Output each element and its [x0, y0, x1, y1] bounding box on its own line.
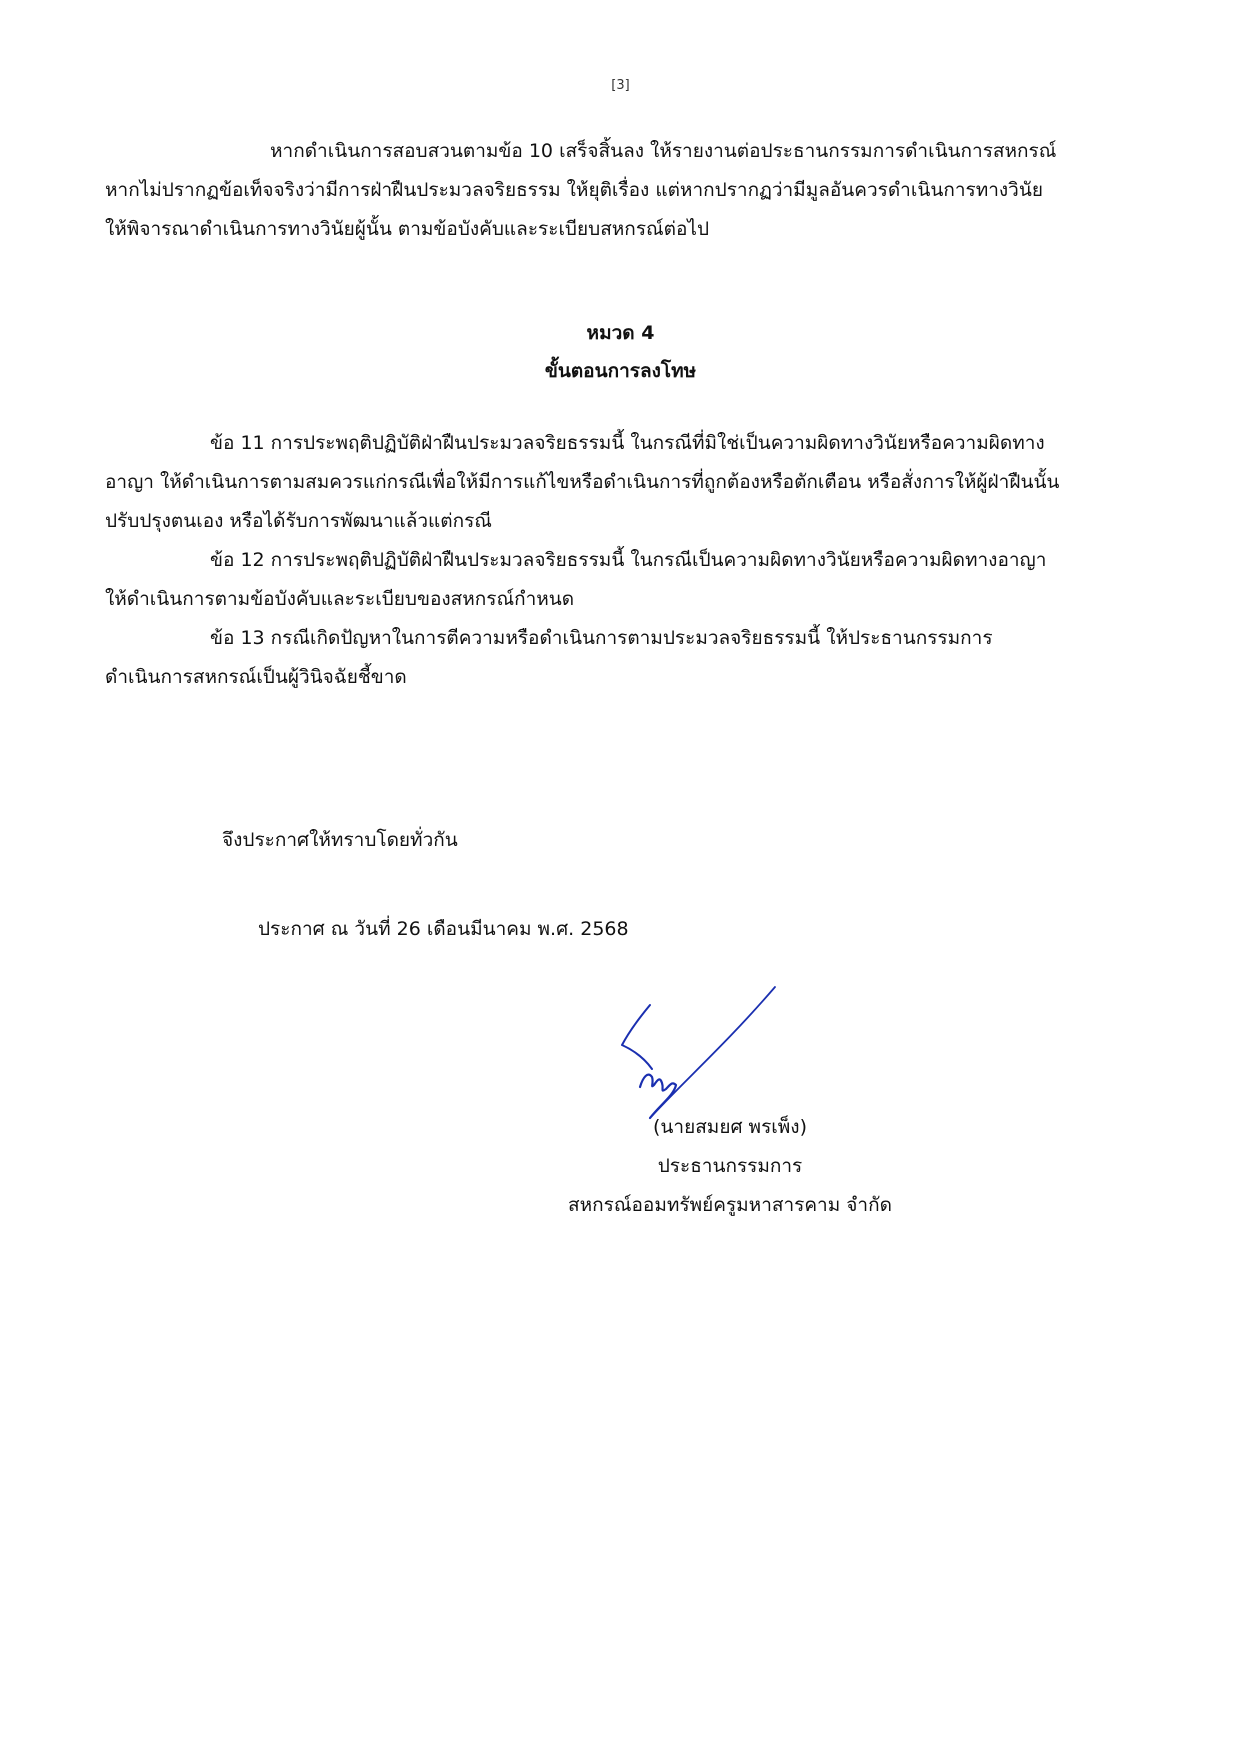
signatory-name: (นายสมยศ พรเพ็ง): [653, 1116, 807, 1138]
signature-stroke: [622, 1005, 652, 1069]
signatory-position: ประธานกรรมการ: [657, 1155, 803, 1177]
clause-12-line: ให้ดำเนินการตามข้อบังคับและระเบียบของสหกรณ์กำหนด: [105, 588, 575, 610]
signatory-organization: สหกรณ์ออมทรัพย์ครูมหาสารคาม จำกัด: [568, 1194, 892, 1216]
clause-11-line: ปรับปรุงตนเอง หรือได้รับการพัฒนาแล้วแต่กรณี: [105, 510, 492, 532]
signature-stroke: [650, 987, 775, 1118]
intro-line: หากดำเนินการสอบสวนตามข้อ 10 เสร็จสิ้นลง ให้รายงานต่อประธานกรรมการดำเนินการสหกรณ์: [270, 140, 1057, 162]
clauses: [105, 424, 1145, 697]
intro-line: หากไม่ปรากฏข้อเท็จจริงว่ามีการฝ่าฝืนประมวลจริยธรรม ให้ยุติเรื่อง แต่หากปรากฏว่ามีมูลอันควรดำเนินการทางวินัย: [105, 179, 1043, 201]
section-subtitle: ขั้นตอนการลงโทษ: [544, 360, 697, 382]
clause-12-line: ข้อ 12 การประพฤติปฏิบัติฝ่าฝืนประมวลจริยธรรมนี้ ในกรณีเป็นความผิดทางวินัยหรือความผิดทางอาญา: [210, 549, 1047, 571]
clause-11-line: ข้อ 11 การประพฤติปฏิบัติฝ่าฝืนประมวลจริยธรรมนี้ ในกรณีที่มิใช่เป็นความผิดทางวินัยหรือความผิดทาง: [210, 432, 1045, 454]
announcement-date: ประกาศ ณ วันที่ 26 เดือนมีนาคม พ.ศ. 2568: [258, 918, 629, 940]
page-number: [3]: [611, 78, 630, 93]
announcement-text: จึงประกาศให้ทราบโดยทั่วกัน: [222, 829, 458, 851]
signatory-block: [540, 1108, 920, 1225]
section-title: หมวด 4: [586, 322, 655, 344]
intro-paragraph: [105, 132, 1145, 249]
intro-line: ให้พิจารณาดำเนินการทางวินัยผู้นั้น ตามข้อบังคับและระเบียบสหกรณ์ต่อไป: [105, 218, 710, 240]
clause-13-line: ดำเนินการสหกรณ์เป็นผู้วินิจฉัยชี้ขาด: [105, 666, 407, 688]
clause-11-line: อาญา ให้ดำเนินการตามสมควรแก่กรณีเพื่อให้มีการแก้ไขหรือดำเนินการที่ถูกต้องหรือตักเตือน หรือสั่งการให้ผู้ฝ่าฝืนนั้น: [105, 471, 1060, 493]
handwritten-signature: [590, 985, 790, 1125]
clause-13-line: ข้อ 13 กรณีเกิดปัญหาในการตีความหรือดำเนินการตามประมวลจริยธรรมนี้ ให้ประธานกรรมการ: [210, 627, 993, 649]
